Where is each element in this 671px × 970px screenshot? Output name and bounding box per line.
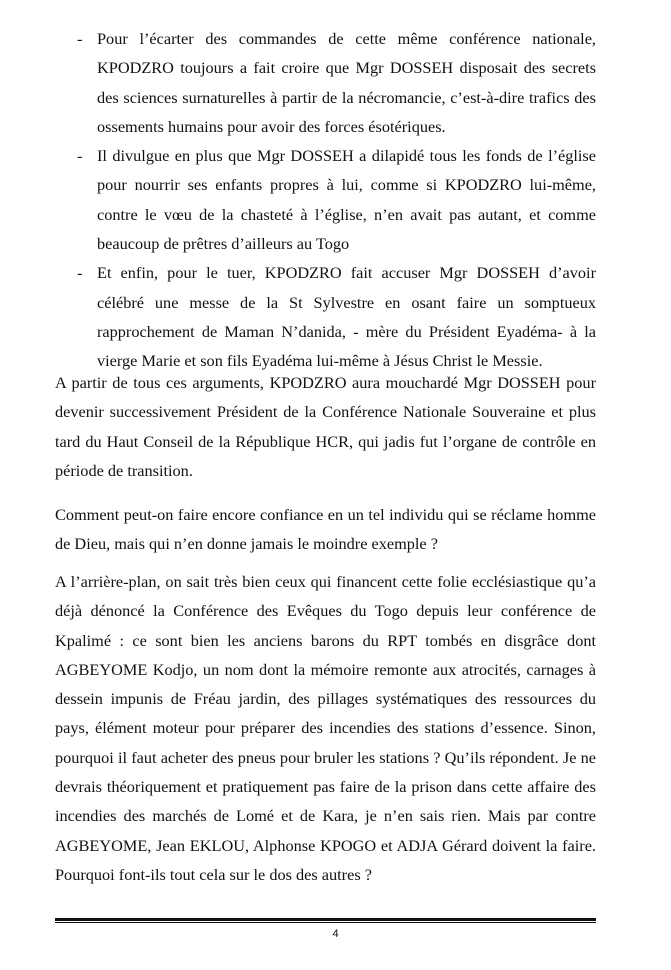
paragraph: A l’arrière-plan, on sait très bien ceux qui financent cette folie ecclésiastique qu’a déjà dénoncé la Conférence des Evêques du Togo depuis leur conférence de Kpalimé : ce sont bien les anciens barons du RPT tombés en disgrâce dont AGBEYOME Kodjo, un nom dont la mémoire remonte aux atrocités, carnages à dessein impunis de Fréau jardin, des pillages systématiques des ressources du pays, élément moteur pour préparer des incendies des stations d’essence. Sinon, pourquoi il faut acheter des pneus pour bruler les stations ? Qu’ils répondent. Je ne devrais théoriquement et pratiquement pas faire de la prison dans cette affaire des incendies des marchés de Lomé et de Kara, je n’en sais rien. Mais par contre AGBEYOME, Jean EKLOU, Alphonse KPOGO et ADJA Gérard doivent la faire. Pourquoi font-ils tout cela sur le dos des autres ?: [55, 572, 596, 884]
list-item: [55, 258, 596, 375]
bullet-text: Et enfin, pour le tuer, KPODZRO fait accuser Mgr DOSSEH d’avoir célébré une messe de la St Sylvestre en osant faire un somptueux rapprochement de Maman N’danida, - mère du Président Eyadéma- à la vierge Marie et son fils Eyadéma lui-même à Jésus Christ le Messie.: [97, 263, 596, 371]
bullet-text: Pour l’écarter des commandes de cette même conférence nationale, KPODZRO toujours a fait croire que Mgr DOSSEH disposait des secrets des sciences surnaturelles à partir de la nécromancie, c’est-à-dire trafics des ossements humains pour avoir des forces ésotériques.: [97, 29, 596, 136]
page-number: 4: [332, 928, 339, 940]
bullet-dash: -: [77, 29, 83, 48]
bullet-dash: -: [77, 263, 83, 283]
footer-divider: [55, 918, 596, 923]
paragraph: A partir de tous ces arguments, KPODZRO aura mouchardé Mgr DOSSEH pour devenir successivement Président de la Conférence Nationale Souveraine et plus tard du Haut Conseil de la République HCR, qui jadis fut l’organe de contrôle en période de transition.: [55, 373, 596, 480]
paragraph: Comment peut-on faire encore confiance en un tel individu qui se réclame homme de Dieu, mais qui n’en donne jamais le moindre exemple ?: [55, 505, 596, 554]
bullet-text: Il divulgue en plus que Mgr DOSSEH a dilapidé tous les fonds de l’église pour nourrir ses enfants propres à lui, comme si KPODZRO lui-même, contre le vœu de la chasteté à l’église, n’en avait pas autant, et comme beaucoup de prêtres d’ailleurs au Togo: [97, 146, 596, 254]
bullet-dash: -: [77, 146, 83, 166]
list-item: [55, 24, 596, 141]
list-item: [55, 141, 596, 258]
bullet-list: [55, 24, 596, 376]
